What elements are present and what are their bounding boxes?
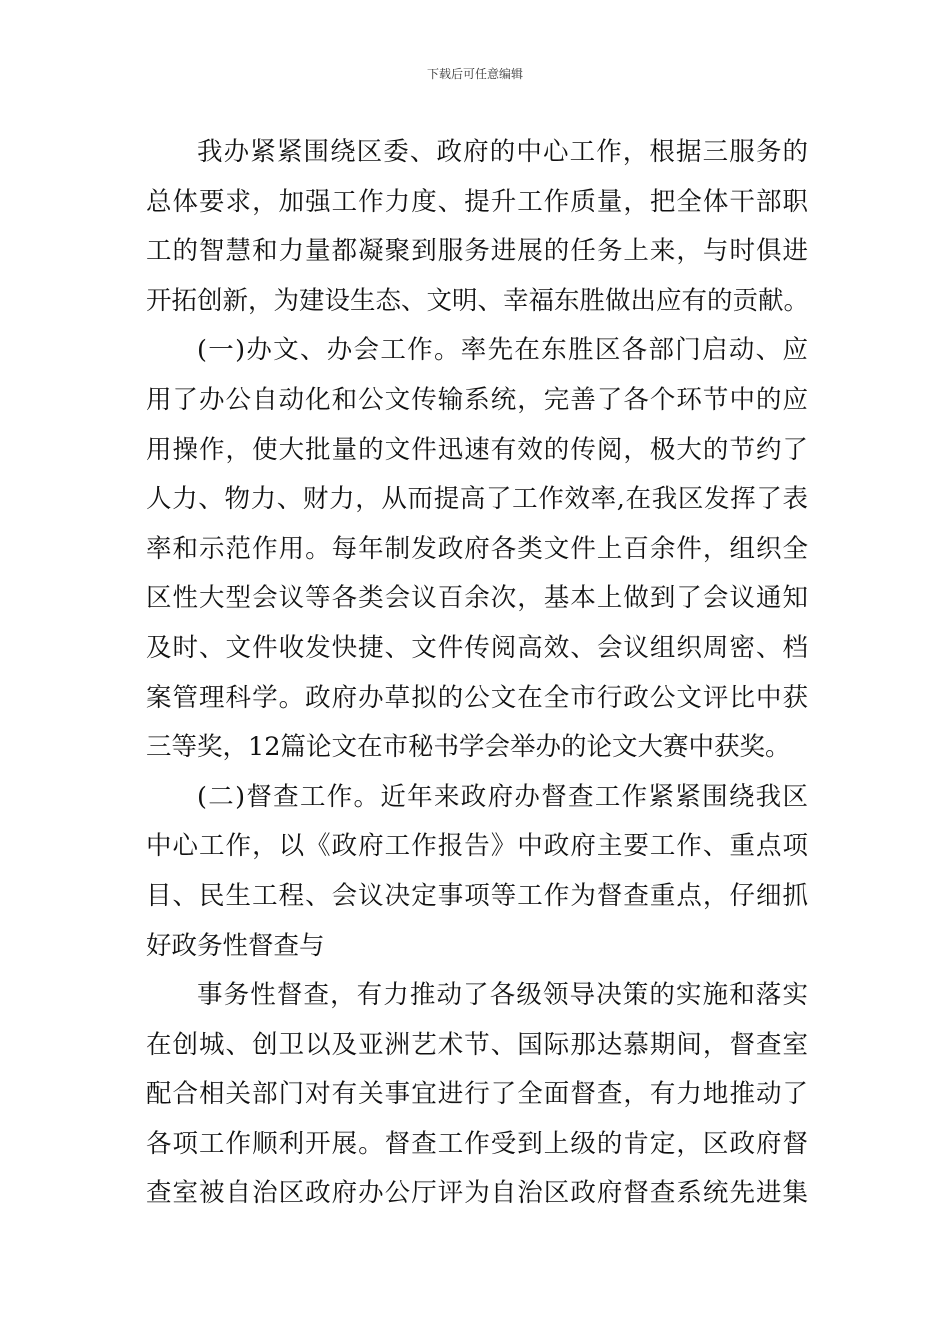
text-line: (二)督查工作。近年来政府办督查工作紧紧围绕我区 bbox=[197, 781, 808, 812]
text-line: 事务性督查，有力推动了各级领导决策的实施和落实 bbox=[197, 980, 808, 1011]
text-line: 目、民生工程、会议决定事项等工作为督查重点，仔细抓 bbox=[146, 880, 808, 911]
text-line: 工的智慧和力量都凝聚到服务进展的任务上来，与时俱进 bbox=[146, 236, 808, 267]
text-line: 在创城、创卫以及亚洲艺术节、国际那达慕期间，督查室 bbox=[146, 1029, 808, 1060]
text-line: 人力、物力、财力，从而提高了工作效率,在我区发挥了表 bbox=[146, 484, 808, 515]
text-line: 用了办公自动化和公文传输系统，完善了各个环节中的应 bbox=[146, 384, 808, 415]
text-line: 配合相关部门对有关事宜进行了全面督查，有力地推动了 bbox=[146, 1079, 808, 1110]
text-line: 及时、文件收发快捷、文件传阅高效、会议组织周密、档 bbox=[146, 632, 808, 663]
text-line: 开拓创新，为建设生态、文明、幸福东胜做出应有的贡献。 bbox=[146, 285, 810, 316]
document-body bbox=[146, 128, 808, 1219]
page-header-note: 下载后可任意编辑 bbox=[426, 67, 523, 81]
text-line: 我办紧紧围绕区委、政府的中心工作，根据三服务的 bbox=[197, 137, 808, 167]
text-line: 总体要求，加强工作力度、提升工作质量，把全体干部职 bbox=[146, 186, 808, 217]
text-line: 中心工作，以《政府工作报告》中政府主要工作、重点项 bbox=[146, 831, 808, 862]
text-line: (一)办文、办会工作。率先在东胜区各部门启动、应 bbox=[197, 335, 808, 366]
text-line: 区性大型会议等各类会议百余次，基本上做到了会议通知 bbox=[146, 583, 808, 614]
text-line: 好政务性督查与 bbox=[146, 930, 325, 961]
text-line: 率和示范作用。每年制发政府各类文件上百余件，组织全 bbox=[146, 533, 808, 564]
text-line: 各项工作顺利开展。督查工作受到上级的肯定，区政府督 bbox=[146, 1128, 808, 1159]
text-line: 用操作，使大批量的文件迅速有效的传阅，极大的节约了 bbox=[146, 434, 808, 465]
text-line: 三等奖，12篇论文在市秘书学会举办的论文大赛中获奖。 bbox=[146, 732, 791, 763]
text-line: 案管理科学。政府办草拟的公文在全市行政公文评比中获 bbox=[146, 682, 808, 713]
text-line: 查室被自治区政府办公厅评为自治区政府督查系统先进集 bbox=[146, 1178, 808, 1209]
